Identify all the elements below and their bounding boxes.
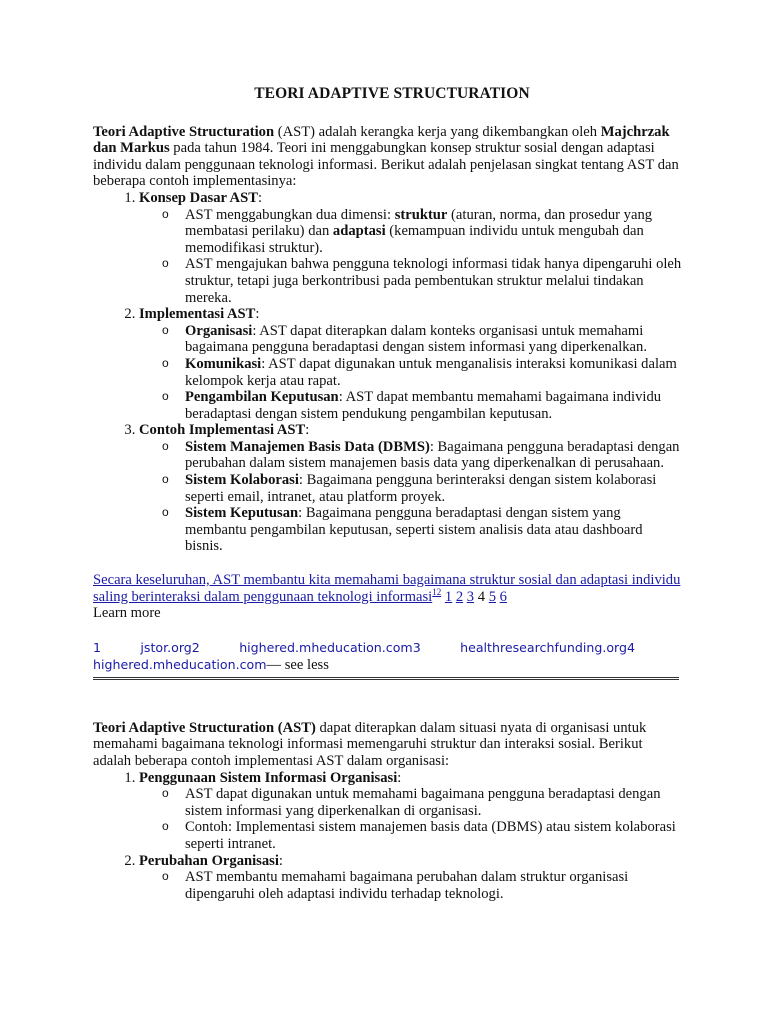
sub-bold: struktur (394, 206, 448, 223)
intro-text-2: pada tahun 1984. Teori ini menggabungkan konsep struktur sosial dengan adaptasi individu dalam penggunaan teknologi informasi. Berikut adalah penjelasan singkat tentang AST dan beberapa contoh implementasinya: (93, 140, 679, 190)
sub-bold: Komunikasi (185, 355, 262, 372)
sub-text: : AST dapat digunakan untuk menganalisis interaksi komunikasi dalam kelompok kerja atau rapat. (185, 355, 677, 389)
see-less-toggle[interactable]: — see less (266, 656, 329, 673)
section2-bold-term: Teori Adaptive Structuration (AST) (93, 719, 316, 736)
summary-superscript (432, 587, 441, 597)
list-heading: Penggunaan Sistem Informasi Organisasi (139, 769, 398, 786)
sub-bold: Organisasi (185, 322, 253, 339)
list-item-perubahan: 2. Perubahan Organisasi: o AST membantu memahami bagaimana perubahan dalam struktur organisasi dipengaruhi oleh adaptasi individu terhadap teknologi. (139, 853, 683, 903)
list-item-implementasi: 2. Implementasi AST: o Organisasi: AST dapat diterapkan dalam konteks organisasi untuk memahami bagaimana pengguna beradaptasi dengan sistem informasi yang diperkenalkan. o Komunikasi: AST dapat digunakan untuk menganalisis interaksi komunikasi dalam kelompok kerja atau rapat. o Pengambilan Keputusan: AST dapat membantu memahami bagaimana individu beradaptasi dengan sistem pendukung pengambilan keputusan. (139, 306, 683, 422)
source-link[interactable]: highered.mheducation.com3 (239, 639, 421, 655)
source-link[interactable]: healthresearchfunding.org4 (460, 639, 635, 655)
sub-text: : Bagaimana pengguna beradaptasi dengan sistem yang membantu pengambilan keputusan, seperti sistem analisis data atau dashboard bisnis. (185, 505, 643, 555)
sub-item (185, 389, 683, 422)
sources-row (93, 656, 683, 674)
list-heading: Implementasi AST (139, 306, 256, 323)
sub-text: : AST dapat diterapkan dalam konteks organisasi untuk memahami bagaimana pengguna beradaptasi dengan sistem informasi yang diperkenalkan. (185, 322, 647, 356)
learn-more-label: Learn more (93, 605, 161, 622)
list-heading: Contoh Implementasi AST (139, 422, 306, 439)
sub-item (185, 439, 683, 472)
source-link[interactable]: jstor.org2 (140, 639, 200, 655)
sub-list (139, 323, 683, 423)
sub-item (185, 323, 683, 356)
sub-item: o AST dapat digunakan untuk memahami bagaimana pengguna beradaptasi dengan sistem informasi yang diperkenalkan di organisasi. (185, 786, 683, 819)
sub-list (139, 207, 683, 307)
sub-text: (kemampuan individu untuk mengubah dan memodifikasi struktur). (185, 223, 644, 256)
summary-link[interactable]: Secara keseluruhan, AST membantu kita memahami bagaimana struktur sosial dan adaptasi individu saling berinteraksi dalam penggunaan teknologi informasi (93, 572, 681, 605)
page-title: TEORI ADAPTIVE STRUCTURATION (254, 85, 530, 102)
superscript-ref[interactable]: 12 (432, 586, 442, 597)
sub-bold: Sistem Keputusan (185, 505, 299, 522)
intro-paragraph (93, 124, 683, 190)
ref-link-4: 4 (477, 588, 486, 605)
sub-bold: adaptasi (332, 223, 386, 240)
section2-paragraph (93, 720, 683, 770)
sub-text: (aturan, norma, dan prosedur yang membatasi perilaku) dan (185, 206, 653, 240)
list-heading: Perubahan Organisasi (139, 852, 279, 869)
list-item-penggunaan: 1. Penggunaan Sistem Informasi Organisasi: o AST dapat digunakan untuk memahami bagaimana pengguna beradaptasi dengan sistem informasi yang diperkenalkan di organisasi. o Contoh: Implementasi sistem manajemen basis data (DBMS) atau sistem kolaborasi seperti intranet. (139, 770, 683, 853)
sub-text: AST mengajukan bahwa pengguna teknologi informasi tidak hanya dipengaruhi oleh struktur, tetapi juga berkontribusi pada pembentukan struktur melalui tindakan mereka. (185, 256, 682, 306)
sub-text: AST menggabungkan dua dimensi: (185, 206, 395, 223)
sub-text: : Bagaimana pengguna beradaptasi dengan perubahan dalam sistem manajemen basis data yang diperkenalkan di perusahaan. (185, 438, 680, 472)
horizontal-rule (93, 677, 679, 680)
ref-link-3[interactable]: 3 (466, 588, 475, 605)
sub-bold: Sistem Kolaborasi (185, 472, 299, 489)
sub-item (185, 256, 683, 306)
document-content (93, 86, 683, 902)
ref-link-1[interactable]: 1 (444, 588, 453, 605)
sub-item: o Contoh: Implementasi sistem manajemen basis data (DBMS) atau sistem kolaborasi seperti intranet. (185, 819, 683, 852)
sources-block (93, 639, 683, 674)
ref-link-6[interactable]: 6 (499, 588, 507, 605)
list-item-contoh: 3. Contoh Implementasi AST: o Sistem Manajemen Basis Data (DBMS): Bagaimana pengguna beradaptasi dengan perubahan dalam sistem manajemen basis data yang diperkenalkan di perusahaan. o Sistem Kolaborasi: Bagaimana pengguna berinteraksi dengan sistem kolaborasi seperti email, intranet, atau platform proyek. o Sistem Keputusan: Bagaimana pengguna beradaptasi dengan sistem yang membantu pengambilan keputusan, seperti sistem analisis data atau dashboard bisnis. (139, 422, 683, 555)
ref-link-5[interactable]: 5 (488, 588, 496, 605)
source-link[interactable]: highered.mheducation.com (93, 656, 267, 672)
sub-item: o AST membantu memahami bagaimana perubahan dalam struktur organisasi dipengaruhi oleh adaptasi individu terhadap teknologi. (185, 869, 683, 902)
sub-text: : Bagaimana pengguna berinteraksi dengan sistem kolaborasi seperti email, intranet, atau platform proyek. (185, 472, 657, 505)
list-item-konsep: 1. Konsep Dasar AST: o AST menggabungkan dua dimensi: struktur (aturan, norma, dan prosedur yang membatasi perilaku) dan adaptasi (kemampuan individu untuk mengubah dan memodifikasi struktur). o AST mengajukan bahwa pengguna teknologi informasi tidak hanya dipengaruhi oleh struktur, tetapi juga berkontribusi pada pembentukan struktur melalui tindakan mereka. (139, 190, 683, 306)
sub-list (139, 786, 683, 852)
intro-bold-term: Teori Adaptive Structuration (93, 123, 275, 140)
sources-row (93, 639, 635, 656)
intro-authors: Majchrzak dan Markus (93, 123, 670, 157)
intro-text-1: (AST) adalah kerangka kerja yang dikembangkan oleh (274, 123, 601, 140)
sub-bold: Sistem Manajemen Basis Data (DBMS) (185, 438, 430, 455)
sub-item (185, 207, 683, 257)
sub-item (185, 472, 683, 505)
main-list (93, 190, 683, 555)
sub-bold: Pengambilan Keputusan (185, 389, 339, 406)
sub-list (139, 439, 683, 555)
section2-list (93, 770, 683, 903)
list-heading: Konsep Dasar AST (139, 189, 258, 206)
section2-text: dapat diterapkan dalam situasi nyata di organisasi untuk memahami bagaimana teknologi informasi memengaruhi struktur dan interaksi sosial. Berikut adalah beberapa contoh implementasi AST dalam organisasi: (93, 719, 647, 769)
sub-item (185, 505, 683, 555)
ref-link-2[interactable]: 2 (455, 588, 464, 605)
sub-text: : AST dapat membantu memahami bagaimana individu beradaptasi dengan sistem pendukung pengambilan keputusan. (185, 389, 662, 422)
source-link[interactable]: 1 (93, 639, 102, 655)
sub-list (139, 869, 683, 902)
sub-item (185, 356, 683, 389)
summary-paragraph (93, 572, 683, 622)
